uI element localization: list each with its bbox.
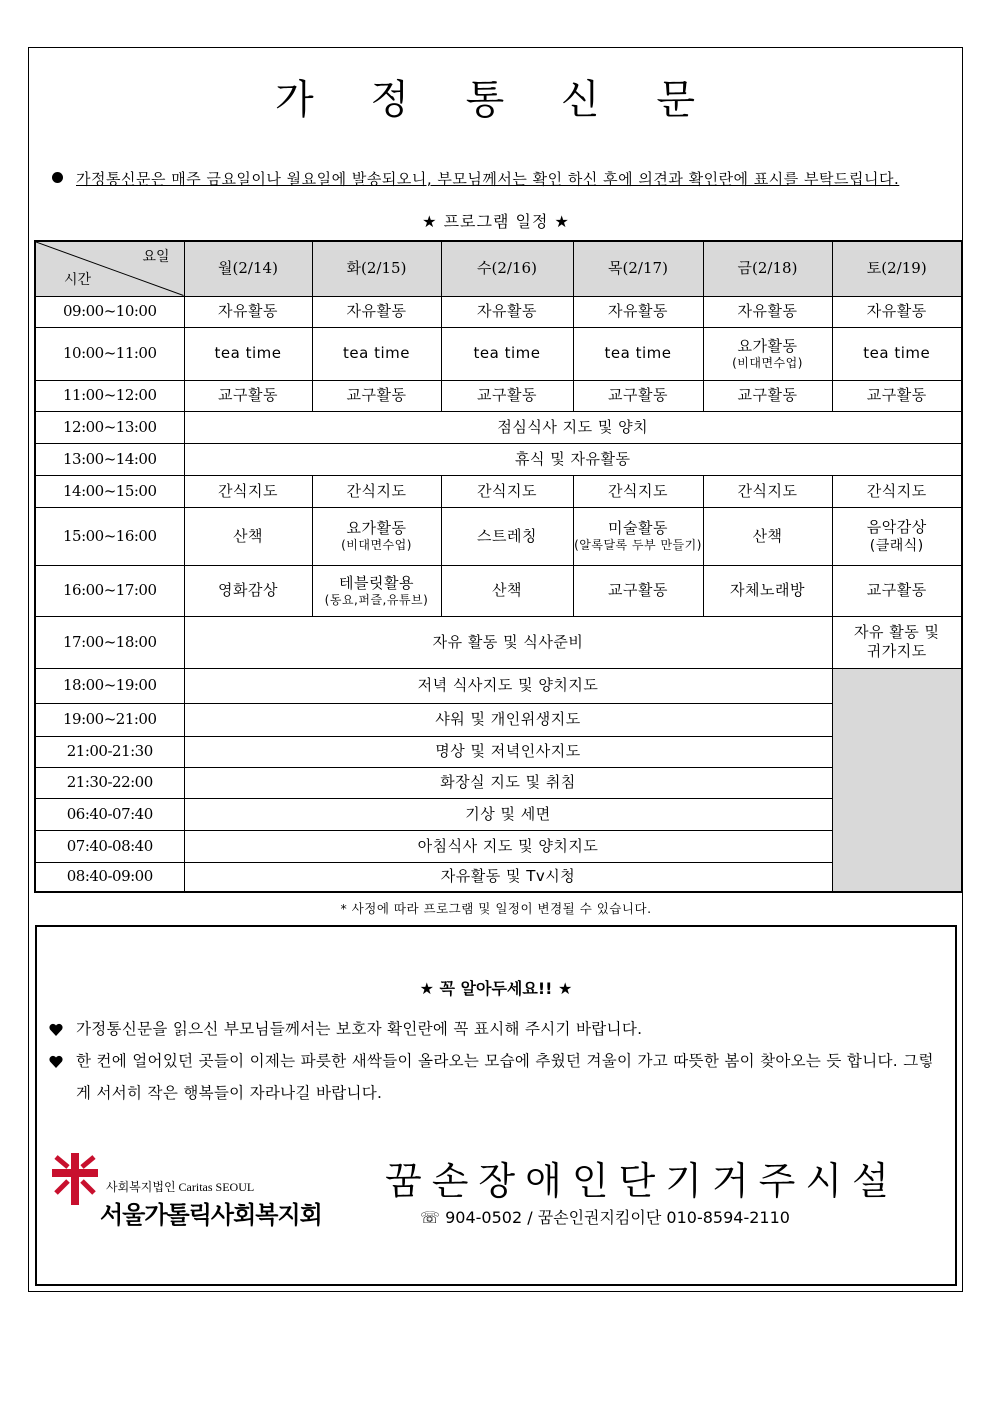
day-thu: 목(2/17) — [573, 241, 703, 296]
activity-cell: 교구활동 — [573, 380, 703, 411]
activity-span-cell: 자유 활동 및 식사준비 — [184, 616, 832, 668]
table-row — [35, 668, 962, 703]
activity-cell: 간식지도 — [573, 475, 703, 507]
table-row — [35, 862, 962, 892]
activity-cell: 자유활동 — [184, 296, 312, 327]
activity-span-cell: 명상 및 저녁인사지도 — [184, 736, 832, 767]
time-cell: 09:00~10:00 — [35, 296, 184, 327]
activity-cell: 자유활동 — [441, 296, 573, 327]
activity-span-cell: 샤워 및 개인위생지도 — [184, 703, 832, 736]
time-cell: 21:00-21:30 — [35, 736, 184, 767]
activity-cell: 교구활동 — [573, 565, 703, 616]
activity-sub: (클래식) — [869, 537, 924, 554]
time-cell: 11:00~12:00 — [35, 380, 184, 411]
activity-span-cell: 점심식사 지도 및 양치 — [184, 411, 962, 443]
heart-icon — [48, 1022, 64, 1038]
gray-filler-cell — [832, 668, 962, 892]
table-row — [35, 830, 962, 862]
activity-cell: 교구활동 — [703, 380, 832, 411]
activity-cell: tea time — [573, 327, 703, 380]
time-cell: 19:00~21:00 — [35, 703, 184, 736]
corner-cell — [35, 241, 184, 296]
activity-cell: 교구활동 — [441, 380, 573, 411]
time-cell: 17:00~18:00 — [35, 616, 184, 668]
table-row — [35, 327, 962, 380]
time-cell: 12:00~13:00 — [35, 411, 184, 443]
notice-paragraph-1: 가정통신문을 읽으신 부모님들께서는 보호자 확인란에 꼭 표시해 주시기 바랍니다. — [76, 1020, 643, 1038]
activity-cell: 교구활동 — [184, 380, 312, 411]
activity-cell: 자체노래방 — [703, 565, 832, 616]
header-row — [35, 241, 962, 296]
activity-cell: 간식지도 — [312, 475, 441, 507]
table-row — [35, 703, 962, 736]
table-row — [35, 565, 962, 616]
time-cell: 13:00~14:00 — [35, 443, 184, 475]
table-row — [35, 475, 962, 507]
table-row — [35, 798, 962, 830]
page-title: 가 정 통 신 문 — [274, 77, 718, 123]
activity-sub: (알록달록 두부 만들기) — [574, 538, 702, 552]
time-cell: 14:00~15:00 — [35, 475, 184, 507]
org-name: 서울가톨릭사회복지회 — [100, 1201, 322, 1229]
schedule-table — [34, 240, 963, 893]
activity-span-cell: 자유활동 및 Tv시청 — [184, 862, 832, 892]
time-cell: 07:40-08:40 — [35, 830, 184, 862]
activity-cell: 자유 활동 및 귀가지도 — [832, 616, 962, 668]
activity-cell: 영화감상 — [184, 565, 312, 616]
table-row — [35, 767, 962, 798]
day-mon: 월(2/14) — [184, 241, 312, 296]
table-row — [35, 616, 962, 668]
activity-cell: 자유활동 — [703, 296, 832, 327]
day-tue: 화(2/15) — [312, 241, 441, 296]
table-row — [35, 736, 962, 767]
bullet-icon — [52, 172, 63, 183]
activity-cell: 간식지도 — [703, 475, 832, 507]
activity-sub: (비대면수업) — [732, 355, 803, 370]
day-wed: 수(2/16) — [441, 241, 573, 296]
activity-cell — [312, 565, 441, 616]
org-subtitle: 사회복지법인 Caritas SEOUL — [106, 1180, 255, 1194]
facility-name: 꿈손장애인단기거주시설 — [385, 1159, 899, 1203]
activity-cell: 교구활동 — [312, 380, 441, 411]
time-cell: 18:00~19:00 — [35, 668, 184, 703]
activity-sub: (비대면수업) — [341, 538, 412, 552]
activity-cell: 교구활동 — [832, 380, 962, 411]
activity-cell: 자유활동 — [312, 296, 441, 327]
time-cell: 21:30-22:00 — [35, 767, 184, 798]
table-row — [35, 296, 962, 327]
time-cell: 16:00~17:00 — [35, 565, 184, 616]
know-heading: ★ 꼭 알아두세요!! ★ — [419, 979, 573, 998]
activity-span-cell: 화장실 지도 및 취침 — [184, 767, 832, 798]
table-row — [35, 411, 962, 443]
activity-main: 미술활동 — [608, 519, 668, 537]
activity-cell: tea time — [312, 327, 441, 380]
activity-cell — [703, 327, 832, 380]
day-fri: 금(2/18) — [703, 241, 832, 296]
activity-cell: tea time — [832, 327, 962, 380]
activity-main: 요가활동 — [737, 336, 798, 355]
activity-main: 요가활동 — [346, 519, 407, 537]
activity-cell — [312, 507, 441, 565]
notice-text: 가정통신문은 매주 금요일이나 월요일에 발송되오니, 부모님께서는 확인 하신 후에 의견과 확인란에 표시를 부탁드립니다. — [76, 170, 900, 188]
activity-cell: 간식지도 — [184, 475, 312, 507]
activity-span-cell: 휴식 및 자유활동 — [184, 443, 962, 475]
activity-cell: 자유활동 — [832, 296, 962, 327]
contact-info: ☏ 904-0502 / 꿈손인권지킴이단 010-8594-2110 — [420, 1208, 790, 1227]
activity-span-cell: 기상 및 세면 — [184, 798, 832, 830]
activity-cell: tea time — [184, 327, 312, 380]
activity-span-cell: 저녁 식사지도 및 양치지도 — [184, 668, 832, 703]
schedule-heading: ★ 프로그램 일정 ★ — [422, 212, 570, 231]
activity-cell: 교구활동 — [832, 565, 962, 616]
caritas-logo-icon — [52, 1153, 98, 1205]
corner-day-label: 요일 — [142, 249, 170, 265]
time-cell: 15:00~16:00 — [35, 507, 184, 565]
activity-span-cell: 아침식사 지도 및 양치지도 — [184, 830, 832, 862]
activity-cell: 간식지도 — [832, 475, 962, 507]
activity-main: 테블릿활용 — [339, 573, 414, 592]
activity-cell: 간식지도 — [441, 475, 573, 507]
activity-main: 음악감상 — [866, 517, 927, 536]
schedule-footnote: * 사정에 따라 프로그램 및 일정이 변경될 수 있습니다. — [340, 901, 652, 916]
time-cell: 06:40-07:40 — [35, 798, 184, 830]
heart-icon — [48, 1054, 64, 1070]
activity-cell: 산책 — [441, 565, 573, 616]
notice-paragraph-2: 한 컨에 얼어있던 곳들이 이제는 파릇한 새싹들이 올라오는 모습에 추웠던 겨울이 가고 따뜻한 봄이 찾아오는 듯 합니다. 그렇게 서서히 작은 행복들이 자라나길 바랍니다. — [76, 1052, 934, 1102]
activity-cell — [832, 507, 962, 565]
corner-time-label: 시간 — [64, 271, 92, 288]
activity-cell — [573, 507, 703, 565]
activity-cell: 스트레칭 — [441, 507, 573, 565]
activity-cell: 산책 — [184, 507, 312, 565]
table-row — [35, 443, 962, 475]
activity-cell: tea time — [441, 327, 573, 380]
table-row — [35, 380, 962, 411]
time-cell: 10:00~11:00 — [35, 327, 184, 380]
day-sat: 토(2/19) — [832, 241, 962, 296]
activity-cell: 산책 — [703, 507, 832, 565]
activity-cell: 자유활동 — [573, 296, 703, 327]
activity-sub: (동요,퍼즐,유튜브) — [324, 592, 429, 607]
table-row — [35, 507, 962, 565]
time-cell: 08:40-09:00 — [35, 862, 184, 892]
